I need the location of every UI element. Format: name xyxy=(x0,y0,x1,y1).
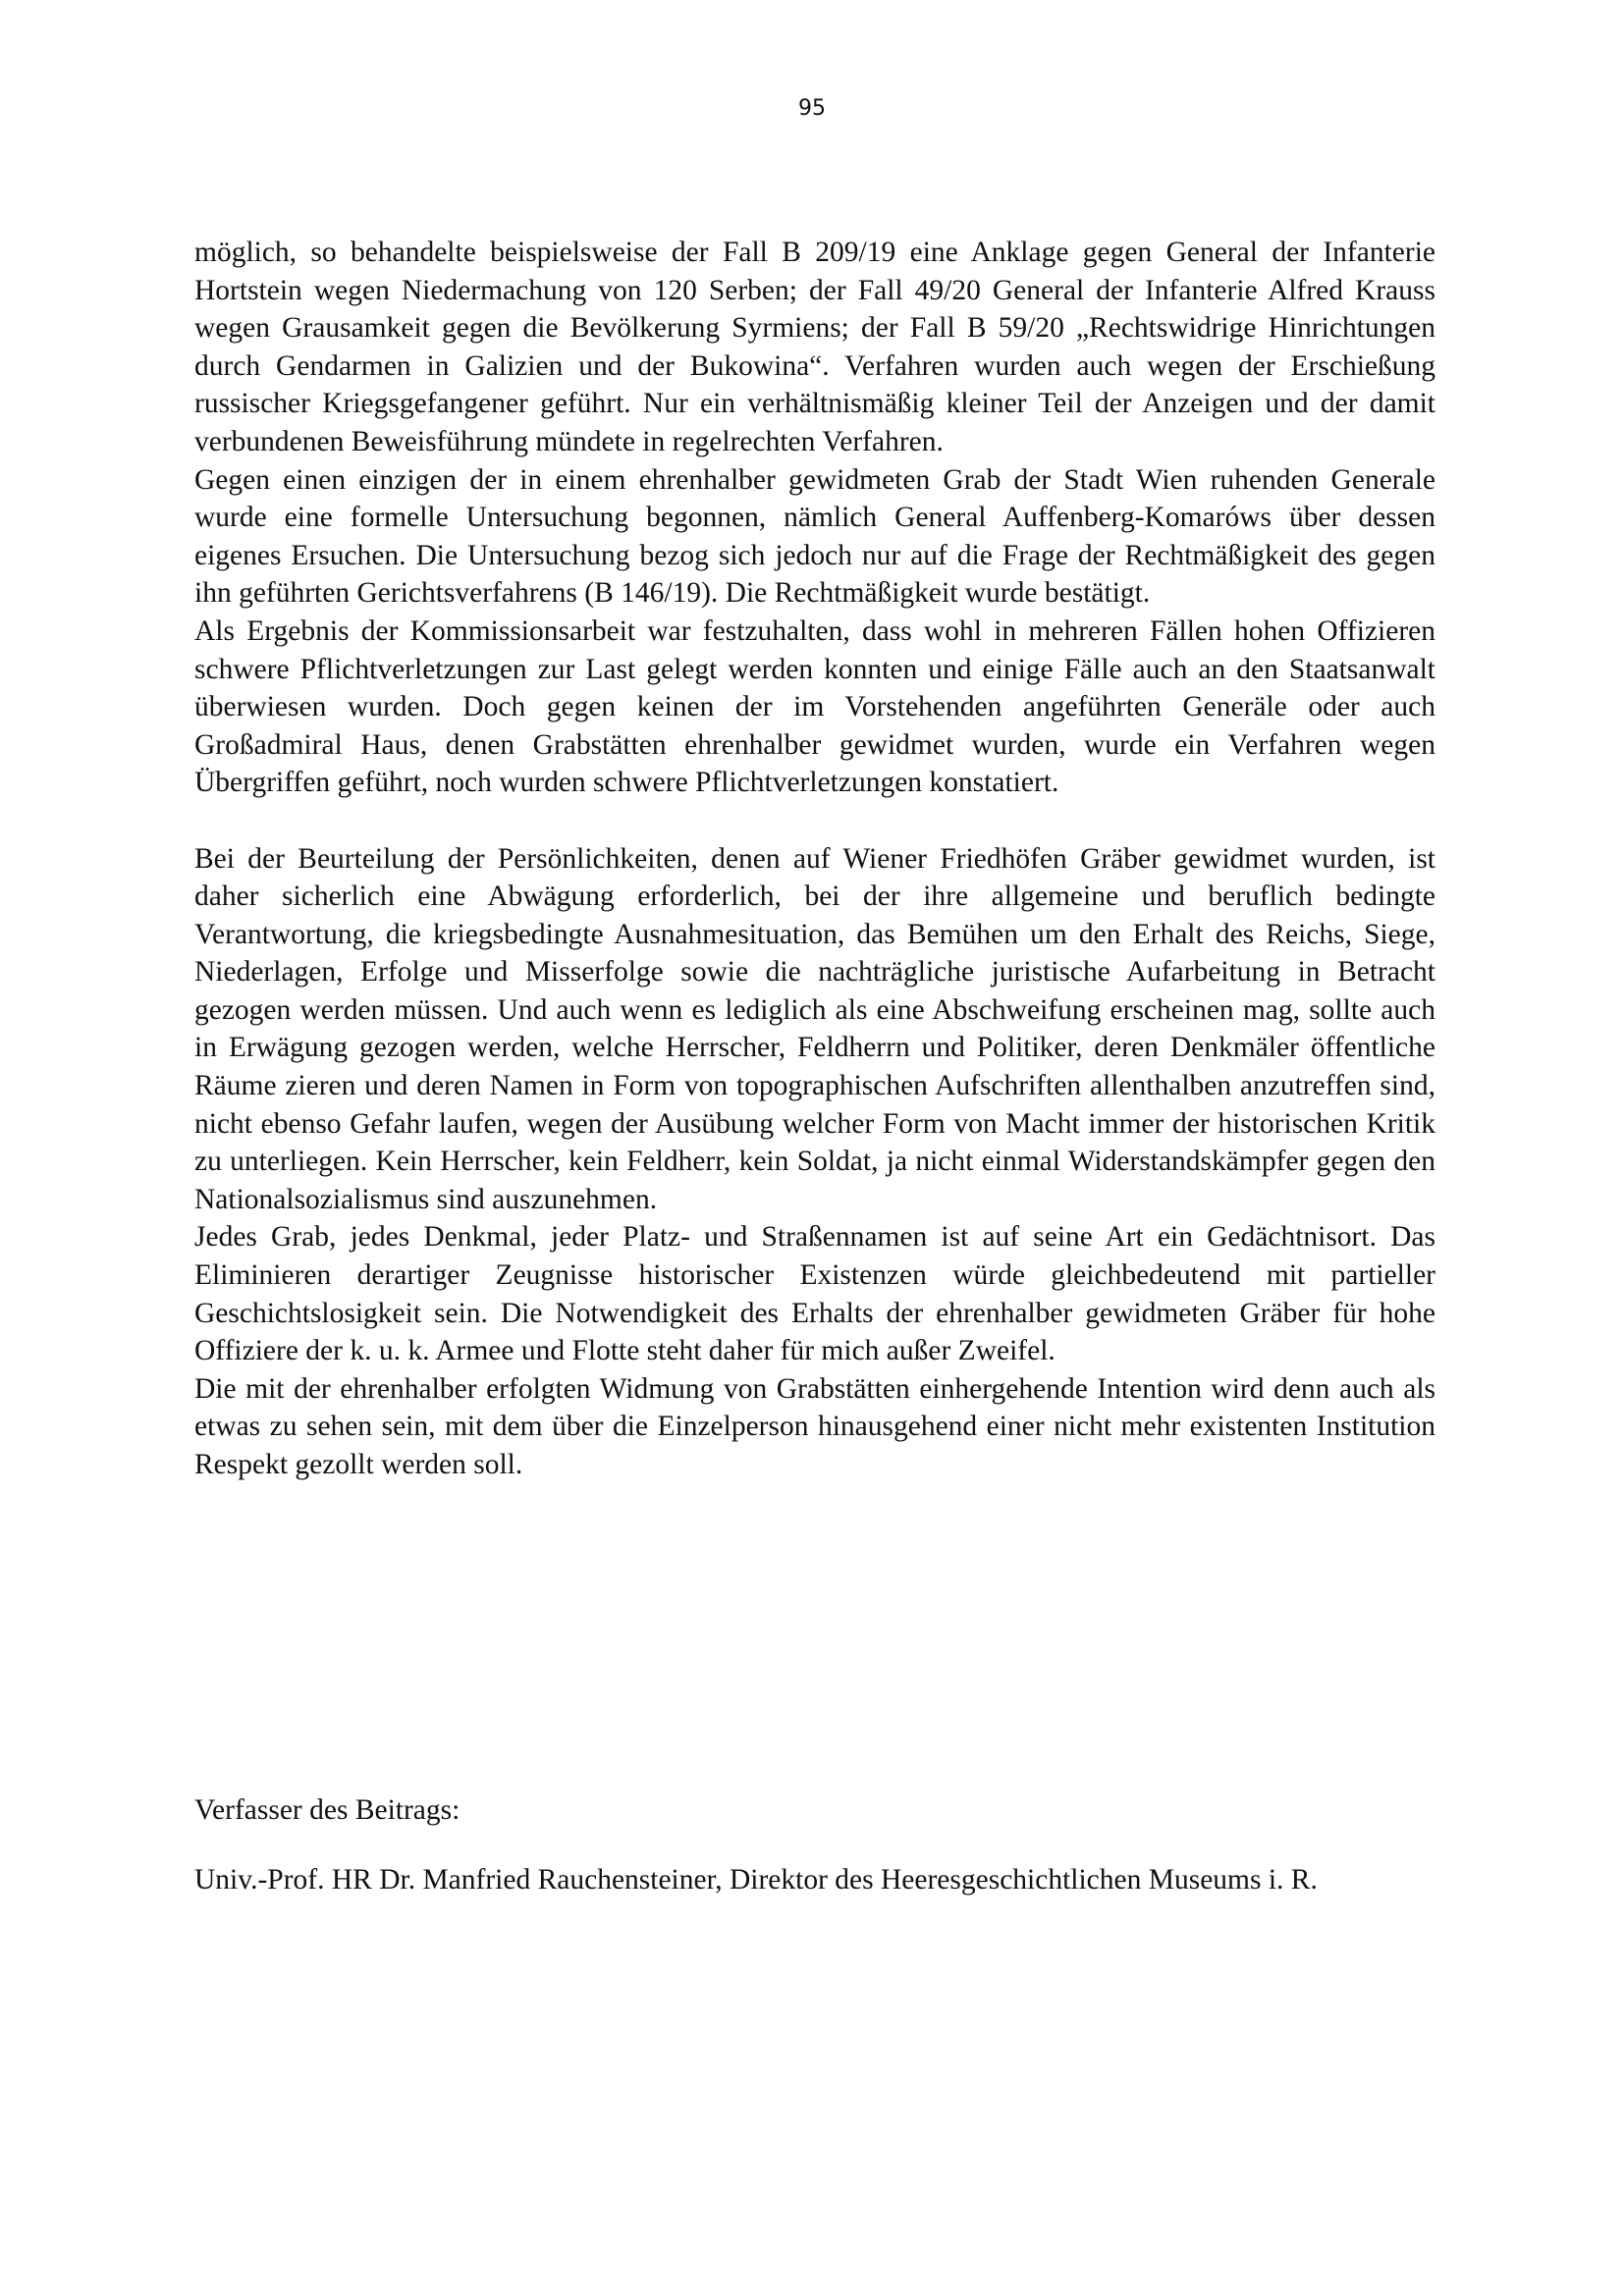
paragraph-auffenberg: Gegen einen einzigen der in einem ehrenhalber gewidmeten Grab der Stadt Wien ruhenden Generale wurde eine formelle Untersuchung begonnen, nämlich General Auffenberg-Komaróws über dessen eigenes Ersuchen. Die Untersuchung bezog sich jedoch nur auf die Frage der Rechtmäßigkeit des gegen ihn geführten Gerichtsverfahrens (B 146/19). Die Rechtmäßigkeit wurde bestätigt. xyxy=(194,463,1435,610)
author-name: Univ.-Prof. HR Dr. Manfried Rauchensteiner, Direktor des Heeresgeschichtlichen Museums i. R. xyxy=(194,1863,1318,1896)
paragraph-trials: möglich, so behandelte beispielsweise der Fall B 209/19 eine Anklage gegen General der Infanterie Hortstein wegen Niedermachung von 120 Serben; der Fall 49/20 General der Infanterie Alfred Krauss wegen Grausamkeit gegen die Bevölkerung Syrmiens; der Fall B 59/20 „Rechtswidrige Hinrichtungen durch Gendarmen in Galizien und der Bukowina“. Verfahren wurden auch wegen der Erschießung russischer Kriegsgefangener geführt. Nur ein verhältnismäßig kleiner Teil der Anzeigen und der damit verbundenen Beweisführung mündete in regelrechten Verfahren. xyxy=(194,237,1435,457)
paragraph-intention: Die mit der ehrenhalber erfolgten Widmung von Grabstätten einhergehende Intention wird denn auch als etwas zu sehen sein, mit dem über die Einzelperson hinausgehend einer nicht mehr existenten Institution Respekt gezollt werden soll. xyxy=(194,1372,1435,1480)
page-number: 95 xyxy=(798,96,826,121)
author-block xyxy=(194,1791,1435,1909)
paragraph-commission-result: Als Ergebnis der Kommissionsarbeit war festzuhalten, dass wohl in mehreren Fällen hohen Offizieren schwere Pflichtverletzungen zur Last gelegt werden konnten und einige Fälle auch an den Staatsanwalt überwiesen wurden. Doch gegen keinen der im Vorstehenden angeführten Generäle oder auch Großadmiral Haus, denen Grabstätten ehrenhalber gewidmet wurden, wurde ein Verfahren wegen Übergriffen geführt, noch wurden schwere Pflichtverletzungen konstatiert. xyxy=(194,614,1435,799)
paragraph-memorial-sites: Jedes Grab, jedes Denkmal, jeder Platz- und Straßennamen ist auf seine Art ein Gedächtnisort. Das Eliminieren derartiger Zeugnisse historischer Existenzen würde gleichbedeutend mit partieller Geschichtslosigkeit sein. Die Notwendigkeit des Erhalts der ehrenhalber gewidmeten Gräber für hohe Offiziere der k. u. k. Armee und Flotte steht daher für mich außer Zweifel. xyxy=(194,1221,1435,1367)
author-label: Verfasser des Beitrags: xyxy=(194,1794,460,1826)
paragraph-assessment: Bei der Beurteilung der Persönlichkeiten, denen auf Wiener Friedhöfen Gräber gewidmet wurden, ist daher sicherlich eine Abwägung erforderlich, bei der ihre allgemeine und beruflich bedingte Verantwortung, die kriegsbedingte Ausnahmesituation, das Bemühen um den Erhalt des Reichs, Siege, Niederlagen, Erfolge und Misserfolge sowie die nachträgliche juristische Aufarbeitung in Betracht gezogen werden müssen. Und auch wenn es lediglich als eine Abschweifung erscheinen mag, sollte auch in Erwägung gezogen werden, welche Herrscher, Feldherrn und Politiker, deren Denkmäler öffentliche Räume zieren und deren Namen in Form von topographischen Aufschriften allenthalben anzutreffen sind, nicht ebenso Gefahr laufen, wegen der Ausübung welcher Form von Macht immer der historischen Kritik zu unterliegen. Kein Herrscher, kein Feldherr, kein Soldat, ja nicht einmal Widerstandskämpfer gegen den Nationalsozialismus sind auszunehmen. xyxy=(194,842,1435,1215)
body-text xyxy=(194,234,1435,1484)
paragraph-gap xyxy=(194,802,1435,840)
